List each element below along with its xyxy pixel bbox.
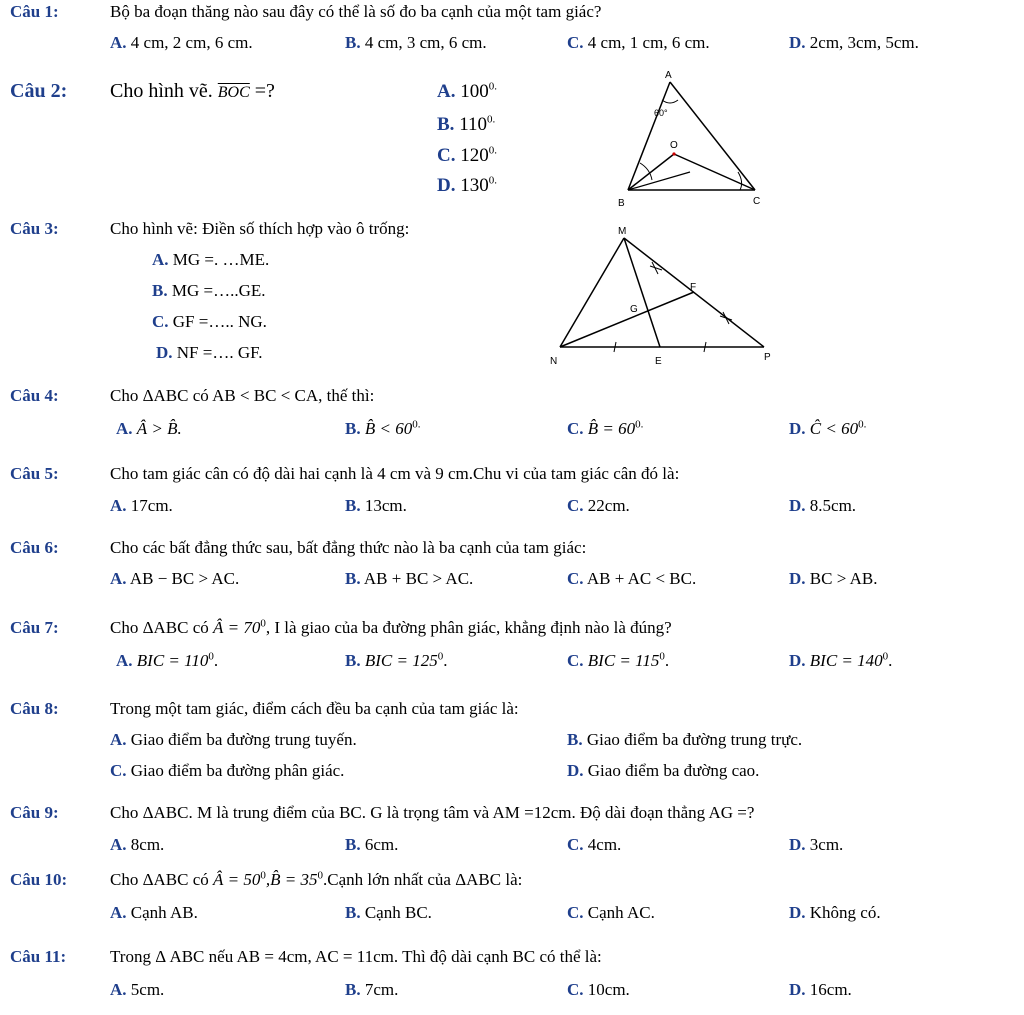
angle-label-a: 60° xyxy=(654,108,668,118)
median-nf xyxy=(560,292,694,347)
question-text: Cho các bất đẳng thức sau, bất đẳng thức nào là ba cạnh của tam giác: xyxy=(110,538,587,557)
question-text: Cho hình vẽ. $\overline{BOC}$ =? xyxy=(110,80,275,102)
label-f: F xyxy=(690,282,697,293)
question-number: Câu 2: xyxy=(10,80,68,102)
question-text: Trong một tam giác, điểm cách đều ba cạnh của tam giác là: xyxy=(110,699,519,718)
question-text: Bộ ba đoạn thăng nào sau đây có thể là số đo ba cạnh của một tam giác? xyxy=(110,2,602,21)
option-c[interactable]: C. AB + AC < BC. xyxy=(567,569,697,588)
segment-oc xyxy=(674,154,755,190)
label-b: B xyxy=(618,198,625,209)
question-text: Cho ΔABC có Â = $50^0,B̂$ = $35^0.Cạnh$ lớn nhất của ΔABC là: xyxy=(110,869,523,889)
question-number: Câu 5: xyxy=(10,464,59,483)
option-c[interactable]: C. 22cm. xyxy=(567,496,630,515)
option-a[interactable]: A. Â > B̂. xyxy=(116,419,182,438)
option-b[interactable]: B. Cạnh BC. xyxy=(345,903,432,922)
question-number: Câu 6: xyxy=(10,538,59,557)
option-b[interactable]: B. Giao điểm ba đường trung trực. xyxy=(567,730,803,749)
angle-arc-b xyxy=(640,163,652,180)
point-o xyxy=(672,152,675,155)
option-d[interactable]: D. 2cm, 3cm, 5cm. xyxy=(789,33,919,52)
option-b[interactable]: B. MG =…..GE. xyxy=(152,281,266,300)
option-d[interactable]: D. 16cm. xyxy=(789,980,852,999)
question-number: Câu 1: xyxy=(10,2,59,21)
angle-arc-a xyxy=(662,100,678,103)
option-a[interactable]: A. 4 cm, 2 cm, 6 cm. xyxy=(110,33,253,52)
bisector-b xyxy=(628,172,690,190)
question-number: Câu 4: xyxy=(10,386,59,405)
option-a[interactable]: A. BIC = $110^0$. xyxy=(116,650,219,670)
question-number: Câu 8: xyxy=(10,699,59,718)
option-b[interactable]: B. 6cm. xyxy=(345,835,399,854)
option-d[interactable]: D. Không có. xyxy=(789,903,881,922)
edge-mn xyxy=(560,238,624,347)
question-text: Cho ΔABC. M là trung điểm của BC. G là trọng tâm và AM =12cm. Độ dài đoạn thẳng AG =? xyxy=(110,803,755,822)
option-a[interactable]: A. 8cm. xyxy=(110,835,165,854)
option-b[interactable]: B. 7cm. xyxy=(345,980,399,999)
tick-mark xyxy=(723,312,729,324)
option-a[interactable]: A. Giao điểm ba đường trung tuyến. xyxy=(110,730,357,749)
option-b[interactable]: B. 13cm. xyxy=(345,496,407,515)
option-a[interactable]: A. AB − BC > AC. xyxy=(110,569,240,588)
question-number: Câu 10: xyxy=(10,870,68,889)
question-number: Câu 3: xyxy=(10,219,59,238)
triangle-mnp-figure xyxy=(548,224,778,370)
option-c[interactable]: C. Giao điểm ba đường phân giác. xyxy=(110,761,345,780)
option-b[interactable]: B. AB + BC > AC. xyxy=(345,569,474,588)
option-c[interactable]: C. Cạnh AC. xyxy=(567,903,655,922)
option-b[interactable]: B. $110^{0.}$ xyxy=(437,113,496,135)
option-c[interactable]: C. BIC = $115^0$. xyxy=(567,650,670,670)
option-a[interactable]: A. 5cm. xyxy=(110,980,165,999)
label-p: P xyxy=(764,352,771,363)
option-d[interactable]: D. NF =…. GF. xyxy=(156,343,263,362)
option-d[interactable]: D. BC > AB. xyxy=(789,569,878,588)
option-c[interactable]: C. 4cm. xyxy=(567,835,622,854)
option-a[interactable]: A. $100^{0.}$ xyxy=(437,80,497,102)
option-a[interactable]: A. 17cm. xyxy=(110,496,173,515)
option-c[interactable]: C. 4 cm, 1 cm, 6 cm. xyxy=(567,33,710,52)
question-number: Câu 11: xyxy=(10,947,67,966)
question-text: Cho ΔABC có Â = $70^0$, I là giao của ba đường phân giác, khẳng định nào là đúng? xyxy=(110,617,672,637)
option-d[interactable]: D. 3cm. xyxy=(789,835,844,854)
label-g: G xyxy=(630,304,638,315)
question-text: Cho ΔABC có AB < BC < CA, thế thì: xyxy=(110,386,375,405)
option-d[interactable]: D. 8.5cm. xyxy=(789,496,857,515)
option-c[interactable]: C. 10cm. xyxy=(567,980,630,999)
option-d[interactable]: D. $130^{0.}$ xyxy=(437,174,497,196)
triangle-abc-figure xyxy=(610,68,780,210)
option-b[interactable]: B. BIC = $125^0$. xyxy=(345,650,448,670)
option-b[interactable]: B. 4 cm, 3 cm, 6 cm. xyxy=(345,33,487,52)
option-c[interactable]: C. B̂ = $60^{0.}$ xyxy=(567,418,644,438)
label-c: C xyxy=(753,196,761,207)
label-o: O xyxy=(670,140,678,151)
question-text: Trong Δ ABC nếu AB = 4cm, AC = 11cm. Thì độ dài cạnh BC có thể là: xyxy=(110,947,602,966)
option-b[interactable]: B. B̂ < $60^{0.}$ xyxy=(345,418,421,438)
option-a[interactable]: A. Cạnh AB. xyxy=(110,903,198,922)
label-m: M xyxy=(618,226,627,237)
option-a[interactable]: A. MG =. …ME. xyxy=(152,250,270,269)
label-a: A xyxy=(665,70,672,81)
option-d[interactable]: D. BIC = $140^0$. xyxy=(789,650,893,670)
label-n: N xyxy=(550,356,558,367)
label-e: E xyxy=(655,356,662,367)
angle-boc: $\overline{BOC}$ xyxy=(217,84,250,101)
question-number: Câu 7: xyxy=(10,618,59,637)
option-c[interactable]: C. $120^{0.}$ xyxy=(437,144,497,166)
question-text: Cho tam giác cân có độ dài hai cạnh là 4 cm và 9 cm.Chu vi của tam giác cân đó là: xyxy=(110,464,680,483)
option-d[interactable]: D. Ĉ < $60^{0.}$ xyxy=(789,418,867,438)
option-d[interactable]: D. Giao điểm ba đường cao. xyxy=(567,761,760,780)
angle-arc-c xyxy=(738,172,742,190)
option-c[interactable]: C. GF =….. NG. xyxy=(152,312,267,331)
median-me xyxy=(624,238,660,347)
question-number: Câu 9: xyxy=(10,803,59,822)
question-text: Cho hình vẽ: Điền số thích hợp vào ô trống: xyxy=(110,219,410,238)
